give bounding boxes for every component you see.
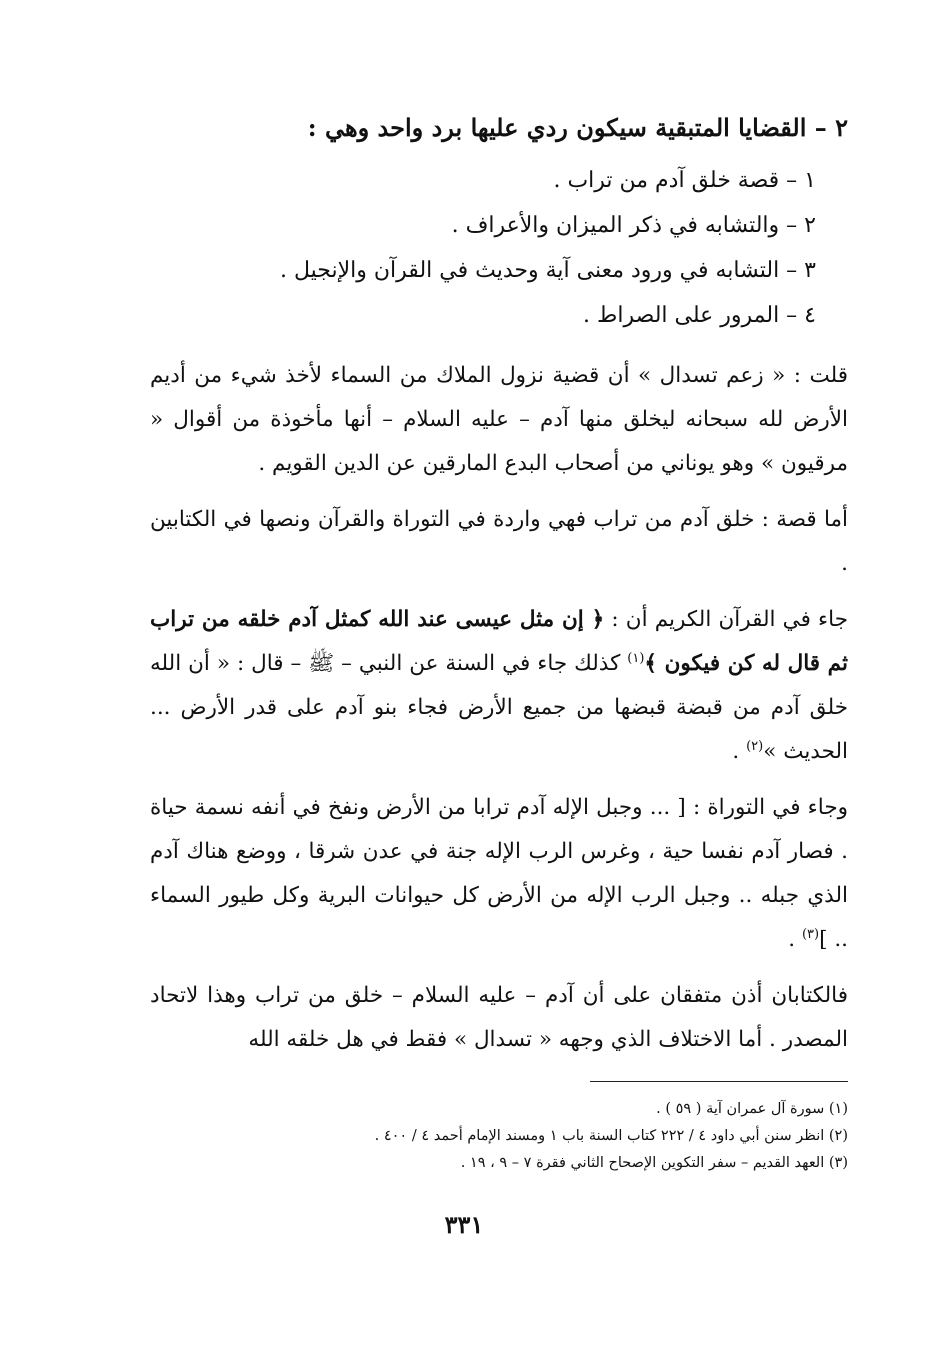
footnote-ref-2: (٢) <box>746 738 764 754</box>
page-number: ٣٣١ <box>444 1210 484 1239</box>
page-body <box>150 104 848 1074</box>
list-item: ٤ – المرور على الصراط . <box>583 303 816 328</box>
hadith-text: كذلك جاء في السنة عن النبي – ﷺ – قال : « أن الله خلق آدم من قبضة قبضها من جميع الأرض فجاء بنو آدم على قدر الأرض ... الحديث » <box>150 651 848 764</box>
footnote-divider <box>590 1081 848 1082</box>
section-heading: ٢ – القضايا المتبقية سيكون ردي عليها برد واحد وهي : <box>307 113 848 142</box>
paragraph-quran-sunnah <box>150 598 848 774</box>
list-item: ٢ – والتشابه في ذكر الميزان والأعراف . <box>451 213 816 238</box>
quran-verse: ﴿ إن مثل عيسى عند الله كمثل آدم خلقه من تراب ثم قال له كن فيكون ﴾ <box>150 607 848 676</box>
paragraph-end-mark: . <box>788 927 796 952</box>
paragraph-torah <box>150 786 848 962</box>
list-item: ٣ – التشابه في ورود معنى آية وحديث في القرآن والإنجيل . <box>280 258 816 283</box>
footnote-2: (٢) انظر سنن أبي داود ٤ / ٢٢٢ كتاب السنة باب ١ ومسند الإمام أحمد ٤ / ٤٠٠ . <box>374 1128 848 1144</box>
paragraph-tisdall-claim: قلت : « زعم تسدال » أن قضية نزول الملاك من السماء لأخذ شيء من أديم الأرض لله سبحانه ليخلق منها آدم – عليه السلام – أنها مأخوذة من أقوال « مرقيون » وهو يوناني من أصحاب البدع المارقين عن الدين القويم . <box>150 363 848 476</box>
torah-quote: وجاء في التوراة : [ ... وجبل الإله آدم ترابا من الأرض ونفخ في أنفه نسمة حياة . فصار آدم نفسا حية ، وغرس الرب الإله جنة في عدن شرقا ، ووضع هناك آدم الذي جبله .. وجبل الرب الإله من الأرض كل حيوانات البرية وكل طيور السماء .. ] <box>150 795 848 952</box>
quran-intro-text: جاء في القرآن الكريم أن : <box>611 607 849 632</box>
paragraph-conclusion: فالكتابان أذن متفقان على أن آدم – عليه السلام – خلق من تراب وهذا لاتحاد المصدر . أما الاختلاف الذي وجهه « تسدال » فقط في هل خلقه الله <box>150 983 848 1052</box>
footnote-1: (١) سورة آل عمران آية ( ٥٩ ) . <box>656 1101 848 1117</box>
footnote-3: (٣) العهد القديم – سفر التكوين الإصحاح الثاني فقرة ٧ – ٩ ، ١٩ . <box>460 1155 848 1171</box>
paragraph-creation-story: أما قصة : خلق آدم من تراب فهي واردة في التوراة والقرآن ونصها في الكتابين . <box>150 507 848 576</box>
footnote-ref-3: (٣) <box>801 926 820 942</box>
issues-list <box>150 158 848 338</box>
paragraph-end-mark: . <box>732 739 740 764</box>
footnotes <box>228 1096 848 1177</box>
list-item: ١ – قصة خلق آدم من تراب . <box>553 168 816 193</box>
footnote-ref-1: (١) <box>627 650 645 666</box>
